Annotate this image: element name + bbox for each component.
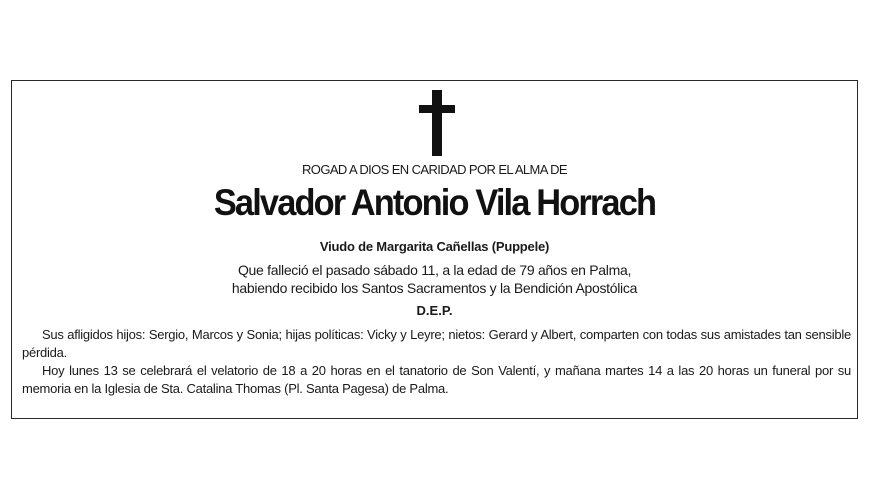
widower-line: Viudo de Margarita Cañellas (Puppele)	[319, 239, 550, 254]
cross-icon	[417, 90, 457, 156]
services-paragraph: Hoy lunes 13 se celebrará el velatorio de 18 a 20 horas en el tanatorio de Son Valentí, y mañana martes 14 a las 20 horas un funeral por su memoria en la Iglesia de Sta. Catalina Thomas (Pl. Santa Pagesa) de Palma.	[22, 363, 851, 396]
obituary-notice	[11, 80, 858, 419]
death-details-line-2: habiendo recibido los Santos Sacramentos y la Bendición Apostólica	[231, 280, 638, 296]
death-details	[12, 261, 857, 297]
deceased-name: Salvador Antonio Vila Horrach	[213, 182, 656, 223]
notice-header: ROGAD A DIOS EN CARIDAD POR EL ALMA DE	[302, 162, 567, 177]
family-paragraph: Sus afligidos hijos: Sergio, Marcos y Sonia; hijas políticas: Vicky y Leyre; nietos: Gerard y Albert, comparten con todas sus amistades tan sensible pérdida.	[22, 327, 851, 360]
dep-label: D.E.P.	[416, 303, 453, 318]
death-details-line-1: Que falleció el pasado sábado 11, a la edad de 79 años en Palma,	[237, 262, 632, 278]
notice-body	[22, 326, 851, 398]
